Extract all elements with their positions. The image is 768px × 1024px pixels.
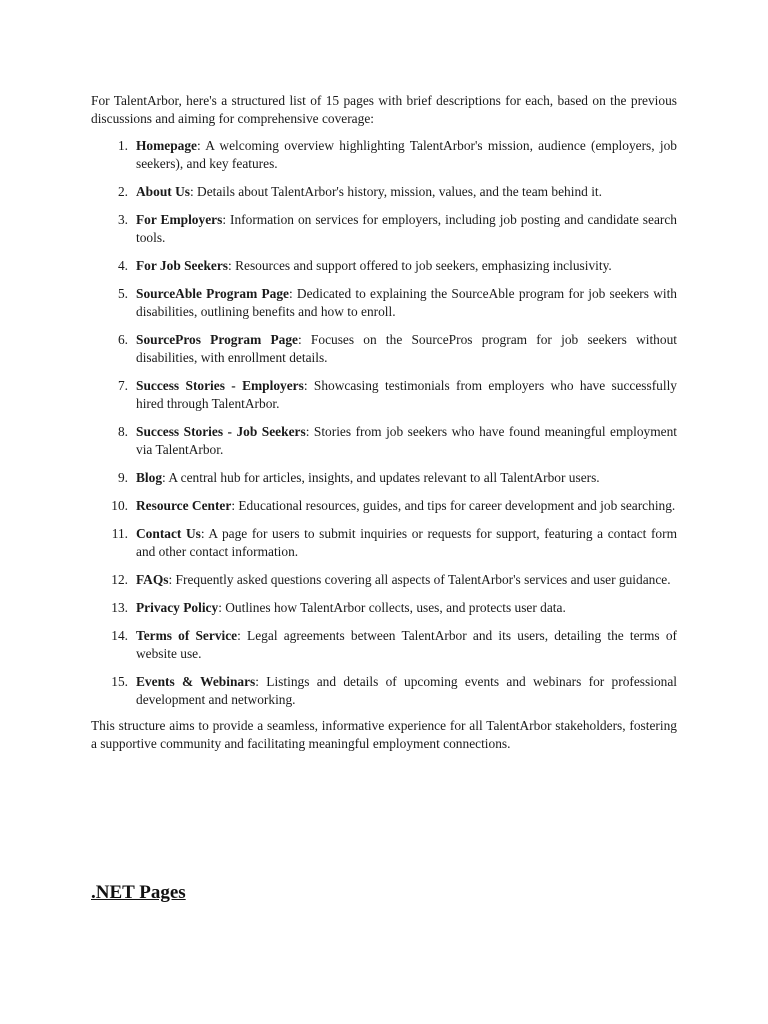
- list-item-text: [136, 257, 677, 275]
- list-item: [91, 571, 677, 589]
- intro-paragraph: For TalentArbor, here's a structured list of 15 pages with brief descriptions for each, based on the previous discussions and aiming for comprehensive coverage:: [91, 93, 677, 126]
- list-item-title: For Job Seekers: [136, 258, 228, 273]
- list-item-number: 10.: [111, 498, 128, 513]
- list-item: [91, 497, 677, 515]
- list-item: [91, 331, 677, 367]
- list-item-title: SourcePros Program Page: [136, 332, 298, 347]
- list-item-description: : Focuses on the SourcePros program for job seekers without disabilities, with enrollment details.: [136, 332, 677, 365]
- list-item-number: 8.: [117, 424, 128, 439]
- list-item-number: 4.: [117, 258, 128, 273]
- list-item-text: [136, 469, 677, 487]
- list-item-number: 1.: [117, 138, 128, 153]
- list-item-description: : Legal agreements between TalentArbor and its users, detailing the terms of website use.: [136, 628, 677, 661]
- list-item-description: : Showcasing testimonials from employers who have successfully hired through TalentArbor.: [136, 378, 677, 411]
- list-item-title: Blog: [136, 470, 163, 485]
- list-item-description: : Listings and details of upcoming events and webinars for professional development and networking.: [136, 674, 677, 707]
- list-item-title: FAQs: [136, 572, 169, 587]
- list-item-text: [136, 525, 677, 561]
- list-item: [91, 525, 677, 561]
- list-item-description: : Frequently asked questions covering all aspects of TalentArbor's services and user guidance.: [168, 572, 671, 587]
- list-item-title: Privacy Policy: [136, 600, 219, 615]
- list-item-number: 5.: [117, 286, 128, 301]
- list-item-text: [136, 673, 677, 709]
- list-item-text: [136, 423, 677, 459]
- list-item: [91, 211, 677, 247]
- list-item-number: 12.: [111, 572, 128, 587]
- list-item-number: 9.: [117, 470, 128, 485]
- list-item-title: Resource Center: [136, 498, 232, 513]
- list-item-number: 3.: [117, 212, 128, 227]
- list-item: [91, 377, 677, 413]
- list-item: [91, 285, 677, 321]
- list-item-description: : Outlines how TalentArbor collects, uses, and protects user data.: [218, 600, 566, 615]
- list-item: [91, 137, 677, 173]
- list-item-text: [136, 377, 677, 413]
- list-item: [91, 423, 677, 459]
- document-body: [91, 92, 677, 753]
- list-item: [91, 673, 677, 709]
- list-item-title: Success Stories - Employers: [136, 378, 304, 393]
- list-item-text: [136, 211, 677, 247]
- list-item-text: [136, 183, 677, 201]
- section-heading: .NET Pages: [91, 882, 186, 903]
- list-item: [91, 183, 677, 201]
- list-item-title: SourceAble Program Page: [136, 286, 289, 301]
- list-item-title: Homepage: [136, 138, 197, 153]
- list-item-number: 7.: [117, 378, 128, 393]
- list-item-title: For Employers: [136, 212, 223, 227]
- list-item-description: : Information on services for employers, including job posting and candidate search tools.: [136, 212, 678, 245]
- list-item: [91, 469, 677, 487]
- list-item-title: About Us: [136, 184, 190, 199]
- list-item-title: Terms of Service: [136, 628, 238, 643]
- list-item: [91, 627, 677, 663]
- list-item-description: : Educational resources, guides, and tips for career development and job searching.: [231, 498, 676, 513]
- list-item-description: : Resources and support offered to job seekers, emphasizing inclusivity.: [228, 258, 612, 273]
- list-item-number: 6.: [117, 332, 128, 347]
- list-item-number: 11.: [111, 526, 128, 541]
- list-item-text: [136, 331, 677, 367]
- closing-paragraph: This structure aims to provide a seamless, informative experience for all TalentArbor stakeholders, fostering a supportive community and facilitating meaningful employment connections.: [91, 718, 677, 751]
- list-item-text: [136, 599, 677, 617]
- list-item-text: [136, 285, 677, 321]
- list-item-number: 15.: [111, 674, 128, 689]
- list-item-text: [136, 627, 677, 663]
- list-item-title: Events & Webinars: [136, 674, 256, 689]
- list-item-title: Contact Us: [136, 526, 201, 541]
- list-item-description: : Dedicated to explaining the SourceAble program for job seekers with disabilities, outlining benefits and how to enroll.: [136, 286, 677, 319]
- list-item: [91, 599, 677, 617]
- list-item-description: : A central hub for articles, insights, and updates relevant to all TalentArbor users.: [162, 470, 600, 485]
- list-item-text: [136, 137, 677, 173]
- list-item-text: [136, 497, 677, 515]
- list-item-number: 2.: [117, 184, 128, 199]
- list-item-description: : Details about TalentArbor's history, mission, values, and the team behind it.: [189, 184, 603, 199]
- page-list: [91, 137, 677, 709]
- list-item-description: : A page for users to submit inquiries or requests for support, featuring a contact form and other contact information.: [136, 526, 678, 559]
- list-item-title: Success Stories - Job Seekers: [136, 424, 306, 439]
- list-item-description: : A welcoming overview highlighting TalentArbor's mission, audience (employers, job seekers), and key features.: [136, 138, 677, 171]
- list-item: [91, 257, 677, 275]
- list-item-description: : Stories from job seekers who have found meaningful employment via TalentArbor.: [136, 424, 677, 457]
- list-item-number: 13.: [111, 600, 128, 615]
- list-item-text: [136, 571, 677, 589]
- list-item-number: 14.: [111, 628, 128, 643]
